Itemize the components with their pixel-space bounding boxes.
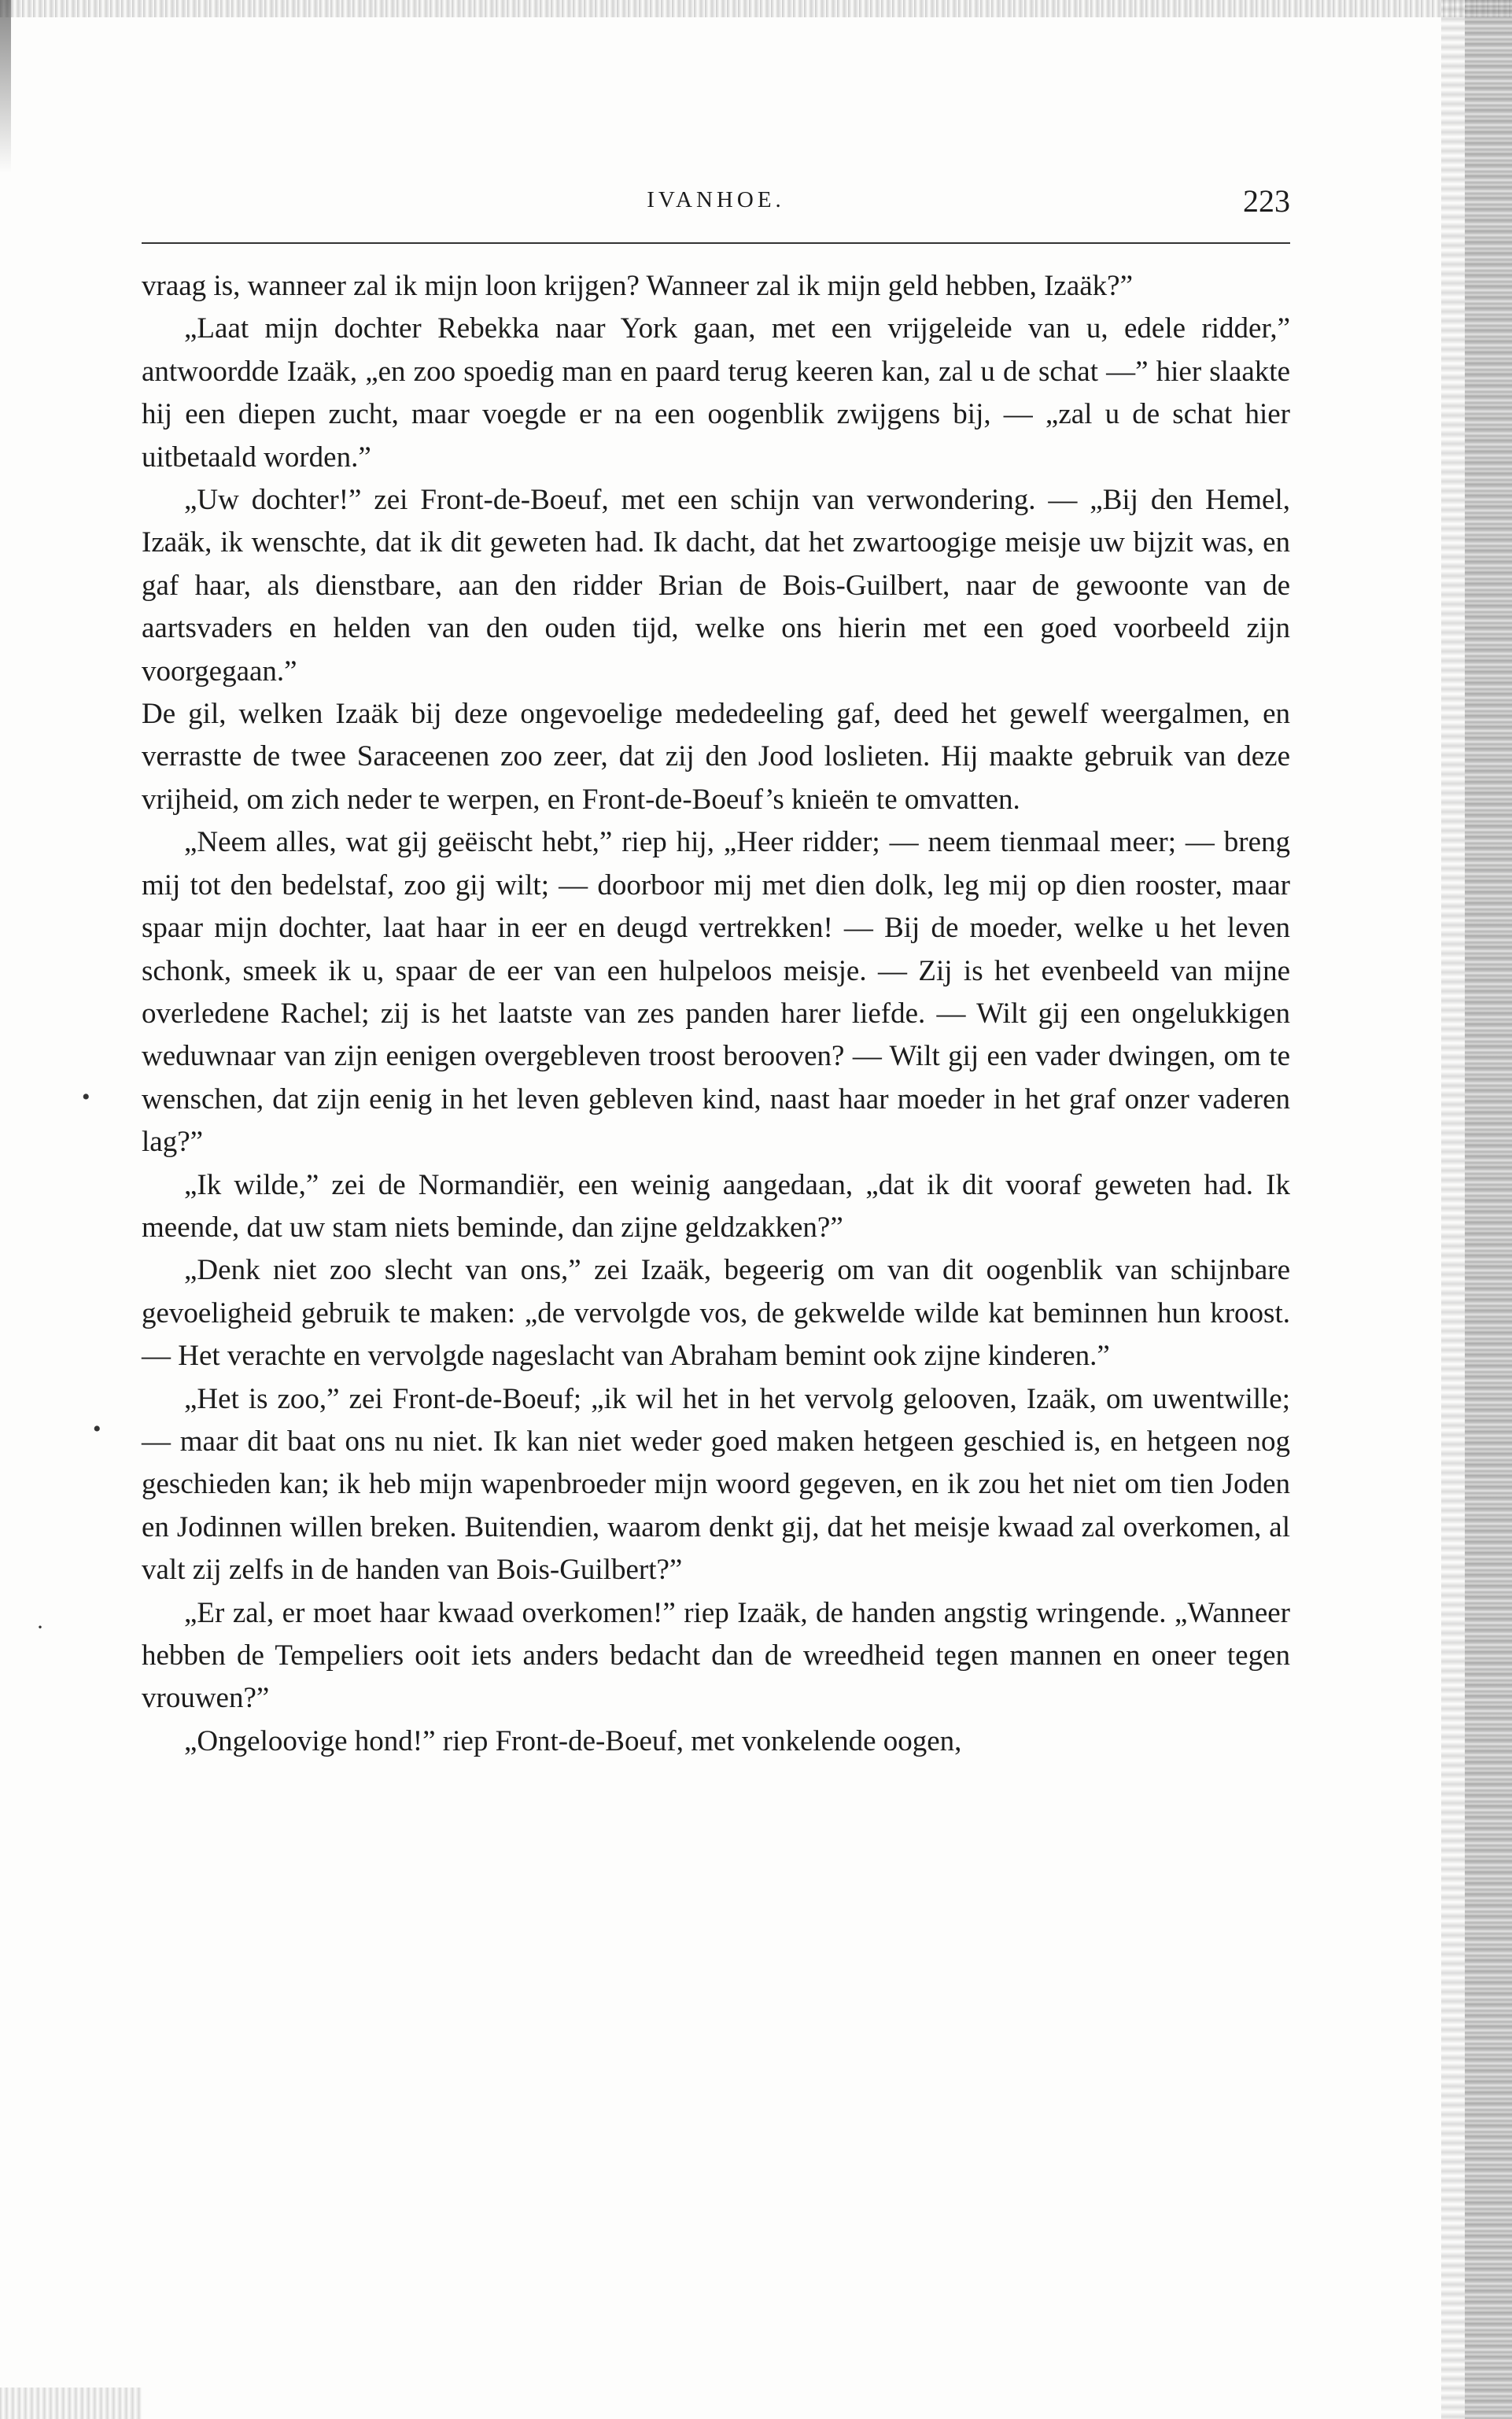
paragraph-3: „Uw dochter!” zei Front-de-Boeuf, met een schijn van verwondering. — „Bij den Hemel, Izaäk, ik wenschte, dat ik dit geweten had. Ik dacht, dat het zwartoogige meisje uw bijzit was, en gaf haar, als dienstbare, aan den ridder Brian de Bois-Guilbert, naar de gewoonte van de aartsvaders en helden van den ouden tijd, welke ons hierin met een goed voorbeeld zijn voorgegaan.” xyxy=(142,484,1290,688)
scan-edge-right-shadow xyxy=(1441,0,1465,2419)
scan-edge-right xyxy=(1465,0,1512,2419)
paragraph-4: De gil, welken Izaäk bij deze ongevoelige mededeeling gaf, deed het gewelf weergalmen, en verrastte de twee Saraceenen zoo zeer, dat zij den Jood loslieten. Hij maakte gebruik van deze vrijheid, om zich neder te werpen, en Front-de-Boeuf’s knieën te omvatten. xyxy=(142,698,1290,816)
scan-edge-left xyxy=(0,0,11,173)
paragraph-2: „Laat mijn dochter Rebekka naar York gaan, met een vrijgeleide van u, edele ridder,” antwoordde Izaäk, „en zoo spoedig man en paard terug keeren kan, zal u de schat —” hier slaakte hij een diepen zucht, maar voegde er na een oogenblik zwijgens bij, — „zal u de schat hier uitbetaald worden.” xyxy=(142,312,1290,474)
body-text xyxy=(142,265,1290,1763)
scan-edge-top xyxy=(0,0,1512,17)
paragraph-6: „Ik wilde,” zei de Normandiër, een weinig aangedaan, „dat ik dit vooraf geweten had. Ik meende, dat uw stam niets beminde, dan zijne geldzakken?” xyxy=(142,1168,1290,1244)
scan-edge-bottom xyxy=(0,2388,142,2419)
paragraph-9: „Er zal, er moet haar kwaad overkomen!” riep Izaäk, de handen angstig wringende. „Wanneer hebben de Tempeliers ooit iets anders bedacht dan de wreedheid tegen mannen en oneer tegen vrouwen?” xyxy=(142,1596,1290,1715)
paragraph-1: vraag is, wanneer zal ik mijn loon krijgen? Wanneer zal ik mijn geld hebben, Izaäk?” xyxy=(142,270,1134,302)
margin-dot-mark: · xyxy=(36,1614,44,1640)
paragraph-5: „Neem alles, wat gij geëischt hebt,” riep hij, „Heer ridder; — neem tienmaal meer; — breng mij tot den bedelstaf, zoo gij wilt; — doorboor mij met dien dolk, leg mij op dien rooster, maar spaar mijn dochter, laat haar in eer en deugd vertrekken! — Bij de moeder, welke u het leven schonk, smeek ik u, spaar de eer van een hulpeloos meisje. — Zij is het evenbeeld van mijne overledene Rachel; zij is het laatste van zes panden harer liefde. — Wilt gij een ongelukkigen weduwnaar van zijn eenigen overgebleven troost berooven? — Wilt gij een vader dwingen, om te wenschen, dat zijn eenig in het leven gebleven kind, naast haar moeder in het graf onzer vaderen lag?” xyxy=(142,826,1290,1159)
paragraph-10: „Ongeloovige hond!” riep Front-de-Boeuf, met vonkelende oogen, xyxy=(184,1724,962,1757)
page-number: 223 xyxy=(1243,183,1290,219)
header-rule xyxy=(142,242,1290,244)
page-header xyxy=(142,183,1290,230)
margin-dot-mark: • xyxy=(93,1416,101,1442)
margin-dot-mark: • xyxy=(82,1084,90,1110)
paragraph-8: „Het is zoo,” zei Front-de-Boeuf; „ik wil het in het vervolg gelooven, Izaäk, om uwentwille; — maar dit baat ons nu niet. Ik kan niet weder goed maken hetgeen geschied is, en hetgeen nog geschieden kan; ik heb mijn wapenbroeder mijn woord gegeven, en ik zou het niet om tien Joden en Jodinnen willen breken. Buitendien, waarom denkt gij, dat het meisje kwaad zal overkomen, al valt zij zelfs in de handen van Bois-Guilbert?” xyxy=(142,1382,1290,1587)
paragraph-7: „Denk niet zoo slecht van ons,” zei Izaäk, begeerig om van dit oogenblik van schijnbare gevoeligheid gebruik te maken: „de vervolgde vos, de gekwelde wilde kat beminnen hun kroost. — Het verachte en vervolgde nageslacht van Abraham bemint ook zijne kinderen.” xyxy=(142,1254,1290,1373)
running-head: IVANHOE. xyxy=(647,187,785,212)
